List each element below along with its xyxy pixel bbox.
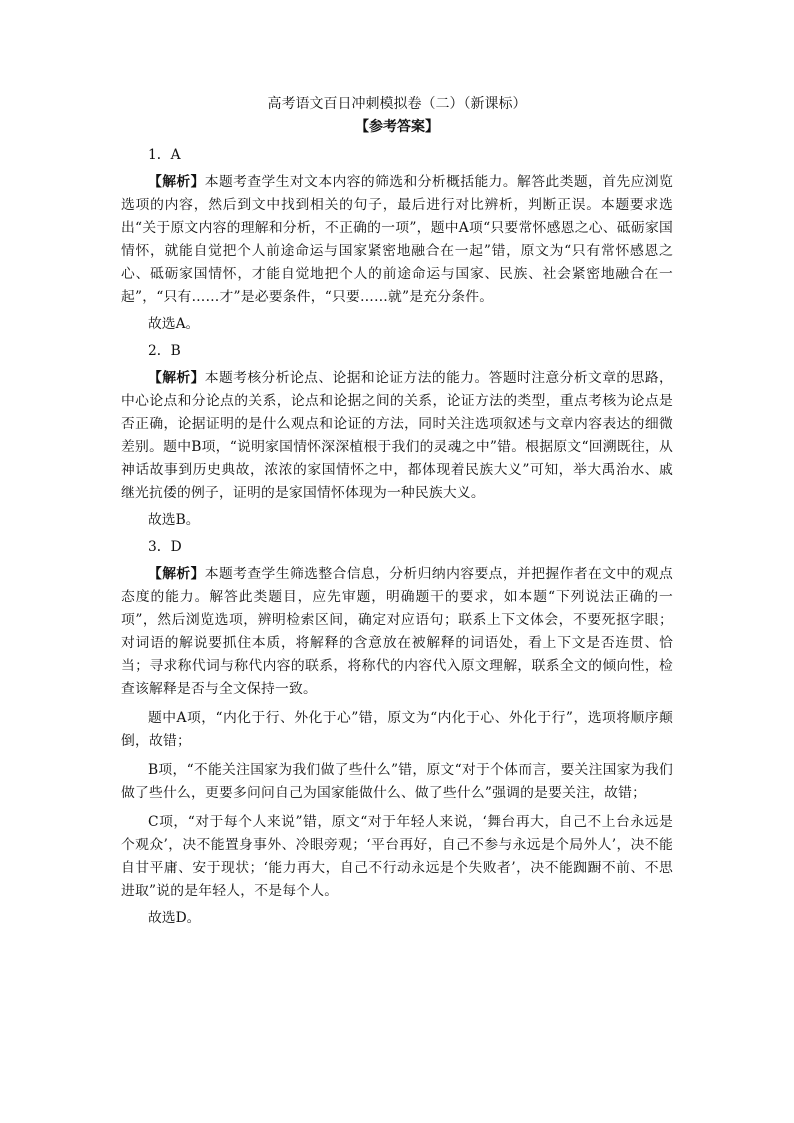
answer-sheet	[121, 94, 673, 934]
answer-choice: 故选B。	[148, 512, 200, 528]
answer-number: 1．A	[148, 147, 181, 163]
answer-number: 2．B	[148, 343, 181, 359]
analysis-paragraph	[121, 563, 673, 701]
analysis-paragraph	[121, 367, 673, 505]
option-a-note: 题中A项，“内化于行、外化于心”错，原文为“内化于心、外化于行”，选项将顺序颠倒，故错；	[121, 710, 673, 749]
analysis-text: 本题考核分析论点、论据和论证方法的能力。答题时注意分析文章的思路，中心论点和分论点的关系，论点和论据之间的关系，论证方法的类型，重点考核为论点是否正确，论据证明的是什么观点和论证的方法，同时关注选项叙述与文章内容表达的细微差别。题中B项，“说明家国情怀深深植根于我们的灵魂之中”错。根据原文“回溯既往，从神话故事到历史典故，浓浓的家国情怀之中，都体现着民族大义”可知，举大禹治水、戚继光抗倭的例子，证明的是家国情怀体现为一种民族大义。	[121, 370, 673, 501]
analysis-text: 本题考查学生对文本内容的筛选和分析概括能力。解答此类题，首先应浏览选项的内容，然后到文中找到相关的句子，最后进行对比辨析，判断正误。本题要求选出“关于原文内容的理解和分析，不正确的一项”，题中A项“只要常怀感恩之心、砥砺家国情怀，就能自觉把个人前途命运与国家紧密地融合在一起”错，原文为“只有常怀感恩之心、砥砺家国情怀，才能自觉地把个人的前途命运与国家、民族、社会紧密地融合在一起”，“只有……才”是必要条件，“只要……就”是充分条件。	[121, 174, 673, 305]
option-c-note: C项，“对于每个人来说”错，原文“对于年轻人来说，‘舞台再大，自己不上台永远是个观众’，决不能置身事外、冷眼旁观；‘平台再好，自己不参与永远是个局外人’，决不能自甘平庸、安于现状；‘能力再大，自己不行动永远是个失败者’，决不能踟蹰不前、不思进取”说的是年轻人，不是每个人。	[121, 814, 673, 899]
analysis-tag: 【解析】	[148, 370, 205, 386]
option-b-note: B项，“不能关注国家为我们做了些什么”错，原文“对于个体而言，要关注国家为我们做了些什么，更要多问问自己为国家能做什么、做了些什么”强调的是要关注，故错；	[121, 762, 673, 801]
page-title: 高考语文百日冲刺模拟卷（二）（新课标）	[267, 96, 527, 112]
answer-number: 3．D	[148, 539, 182, 555]
answer-choice: 故选D。	[148, 910, 201, 926]
analysis-text: 本题考查学生筛选整合信息，分析归纳内容要点，并把握作者在文中的观点态度的能力。解答此类题目，应先审题，明确题干的要求，如本题“下列说法正确的一项”，然后浏览选项，辨明检索区间，确定对应语句；联系上下文体会，不要死抠字眼；对词语的解说要抓住本质，将解释的含意放在被解释的词语处，看上下文是否连贯、恰当；寻求称代词与称代内容的联系，将称代的内容代入原文理解，联系全文的倾向性，检查该解释是否与全文保持一致。	[121, 566, 673, 697]
answer-item-3	[121, 536, 673, 930]
answer-item-2	[121, 340, 673, 532]
answer-item-1	[121, 144, 673, 336]
analysis-paragraph	[121, 171, 673, 309]
analysis-tag: 【解析】	[148, 566, 205, 582]
answer-choice: 故选A。	[148, 316, 200, 332]
page-subtitle: 【参考答案】	[355, 119, 439, 135]
analysis-tag: 【解析】	[148, 174, 205, 190]
